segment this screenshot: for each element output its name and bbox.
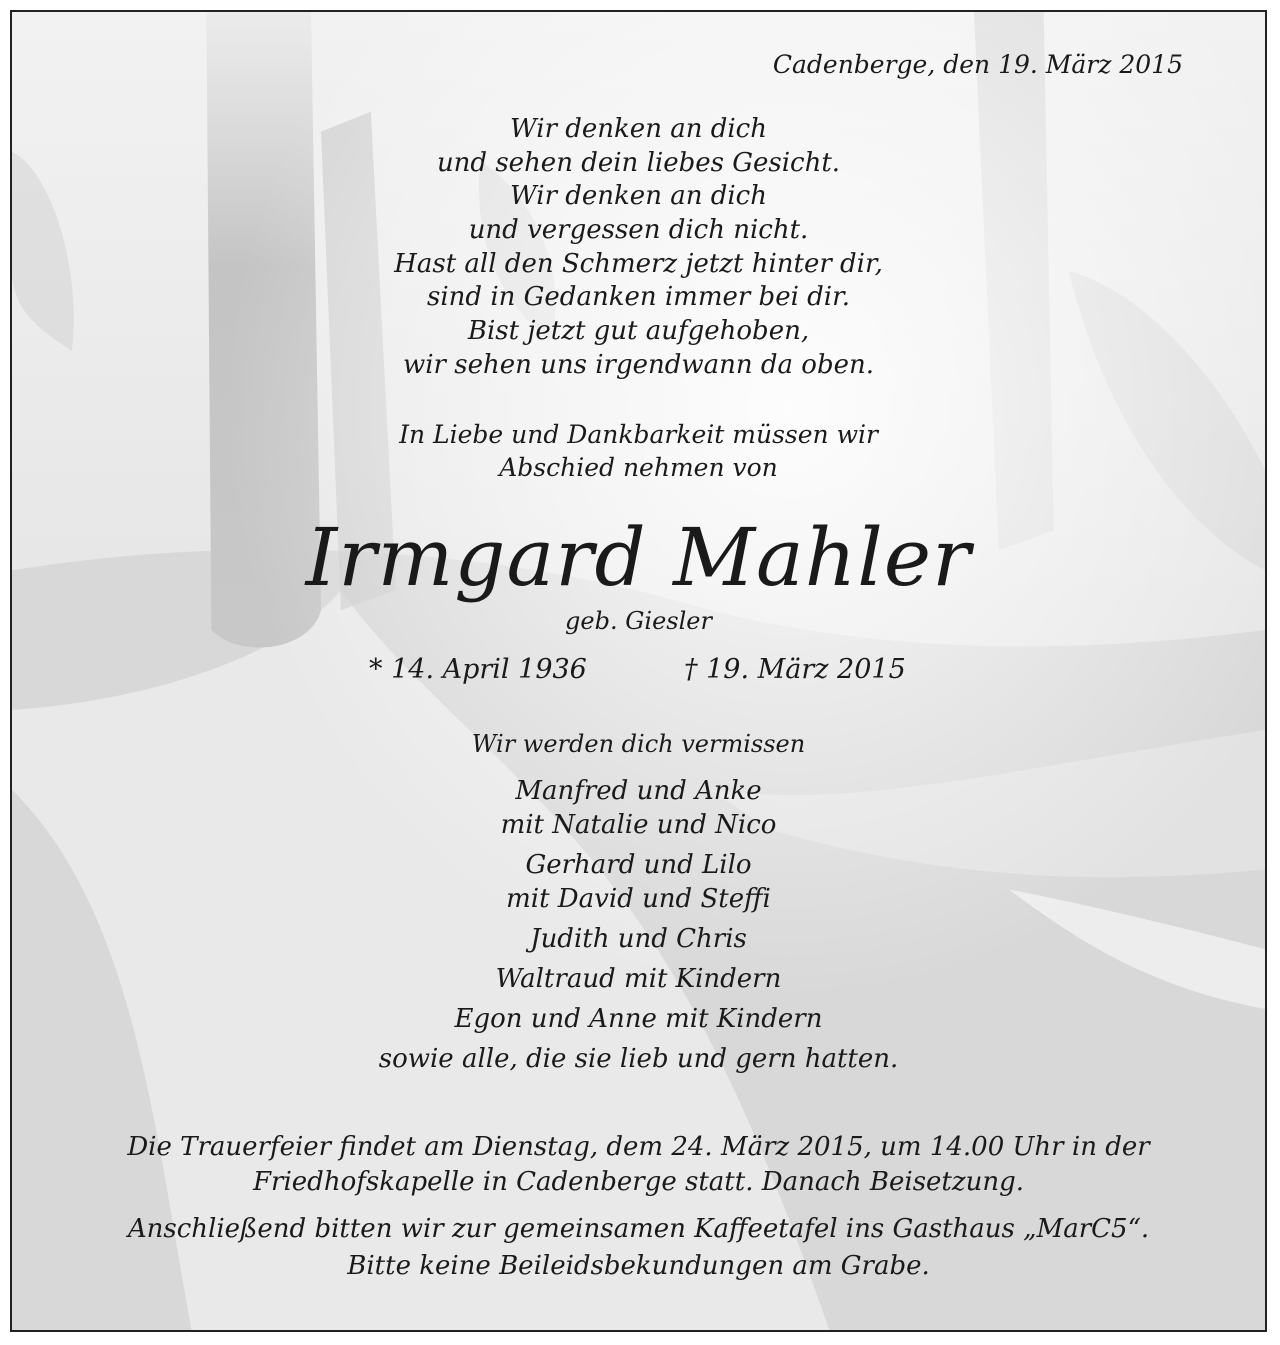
mourner-line: mit Natalie und Nico [500, 810, 777, 840]
mourner-line: Waltraud mit Kindern [495, 964, 782, 994]
obituary-frame [10, 10, 1267, 1332]
mourner-group [12, 1046, 1265, 1080]
poem-line: Hast all den Schmerz jetzt hinter dir, [394, 248, 883, 279]
mourners-heading: Wir werden dich vermissen [471, 730, 806, 758]
death-date: † 19. März 2015 [684, 654, 906, 685]
mourner-line: mit David und Steffi [506, 884, 771, 914]
poem-line: wir sehen uns irgendwann da oben. [402, 349, 874, 380]
mourner-line: Gerhard und Lilo [525, 850, 752, 880]
poem-line: sind in Gedanken immer bei dir. [427, 282, 850, 313]
funeral-line: Friedhofskapelle in Cadenberge statt. Danach Beisetzung. [253, 1167, 1024, 1197]
mourner-group [12, 778, 1265, 846]
maiden-name: geb. Giesler [565, 607, 712, 635]
reception-line: Bitte keine Beileidsbekundungen am Grabe. [347, 1251, 930, 1281]
mourner-line: Egon und Anne mit Kindern [454, 1004, 823, 1034]
poem-line: Bist jetzt gut aufgehoben, [467, 316, 810, 347]
poem-line: und vergessen dich nicht. [468, 215, 809, 246]
place-date: Cadenberge, den 19. März 2015 [772, 50, 1183, 79]
reception-notice [12, 1216, 1265, 1290]
birth-date: * 14. April 1936 [369, 654, 587, 685]
mourner-group [12, 966, 1265, 1000]
memorial-poem [12, 116, 1265, 386]
mourner-group [12, 852, 1265, 920]
poem-line: Wir denken an dich [510, 181, 767, 212]
mourner-line: Judith und Chris [530, 924, 747, 954]
mourner-line: sowie alle, die sie lieb und gern hatten. [378, 1044, 899, 1074]
funeral-notice [12, 1134, 1265, 1204]
intro-line: Abschied nehmen von [499, 453, 778, 482]
poem-line: Wir denken an dich [510, 114, 767, 144]
poem-line: und sehen dein liebes Gesicht. [436, 147, 841, 178]
intro-line: In Liebe und Dankbarkeit müssen wir [399, 420, 878, 449]
mourner-group [12, 1006, 1265, 1040]
deceased-name: Irmgard Mahler [305, 511, 972, 604]
mourner-group [12, 926, 1265, 960]
farewell-intro [12, 422, 1265, 488]
funeral-line: Die Trauerfeier findet am Dienstag, dem 24. März 2015, um 14.00 Uhr in der [127, 1132, 1150, 1162]
reception-line: Anschließend bitten wir zur gemeinsamen Kaffeetafel ins Gasthaus „MarC5“. [127, 1214, 1150, 1244]
mourner-line: Manfred und Anke [515, 776, 762, 806]
